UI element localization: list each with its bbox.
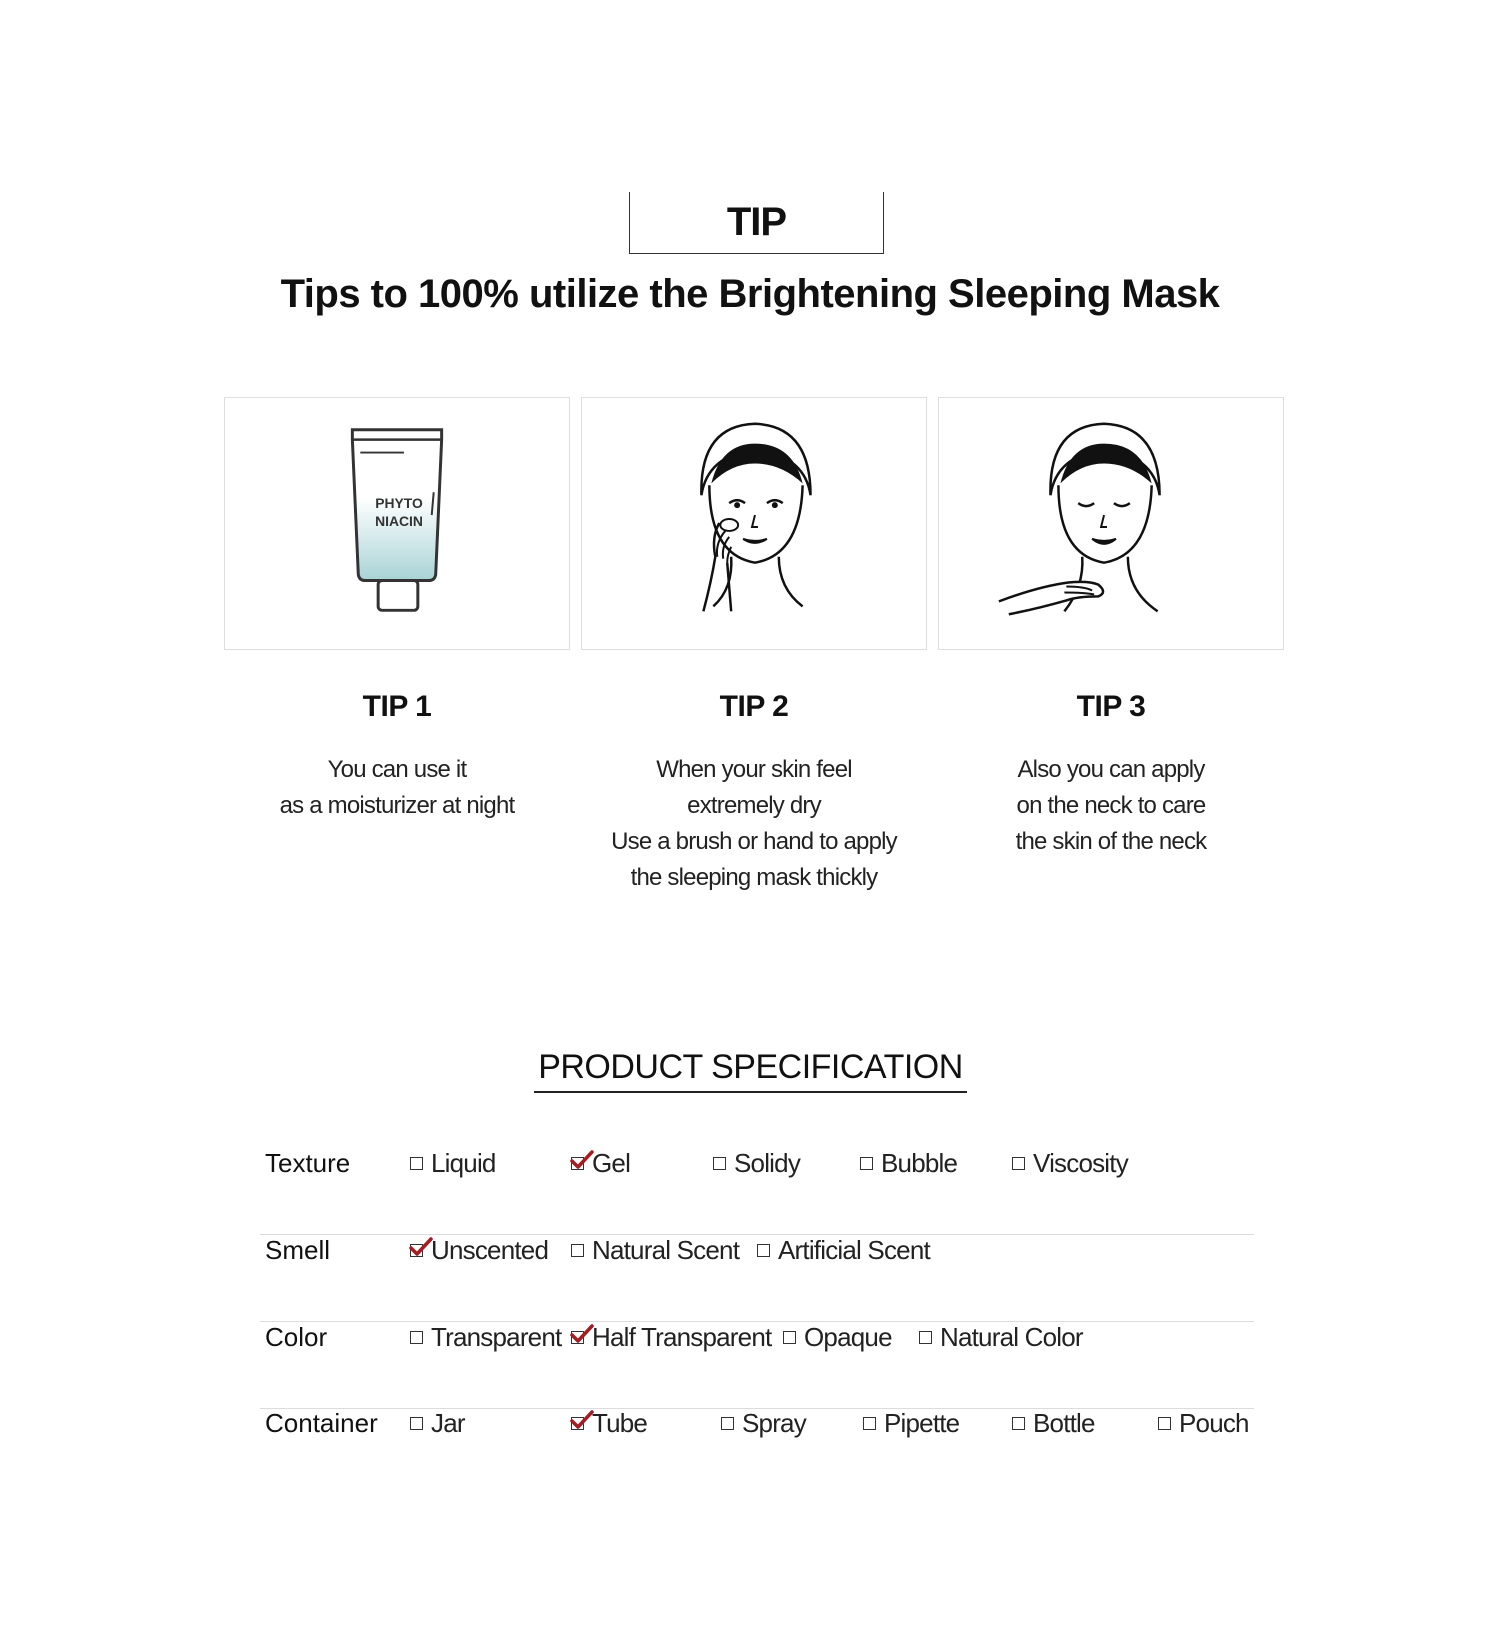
checkbox-icon: [713, 1157, 726, 1170]
spec-row-label: Color: [265, 1322, 328, 1352]
tube-label-line-1: PHYTO: [375, 495, 423, 512]
spec-row-texture: [260, 1148, 1254, 1235]
face-neck-illustration: [939, 398, 1283, 649]
spec-option-label: Transparent: [431, 1322, 562, 1352]
spec-option-label: Spray: [742, 1408, 806, 1438]
spec-option-label: Natural Color: [940, 1322, 1083, 1352]
tip-3-line: on the neck to care: [1016, 792, 1206, 819]
checkbox-icon: [721, 1417, 734, 1430]
spec-option: [757, 1235, 930, 1266]
tip-3-title: TIP 3: [1076, 690, 1146, 723]
spec-row-color: [260, 1322, 1254, 1409]
checkbox-icon: [757, 1244, 770, 1257]
tip-2: [581, 690, 927, 896]
checkbox-icon: [410, 1417, 423, 1430]
checkbox-icon: [1158, 1417, 1171, 1430]
spec-option-label: Pipette: [884, 1408, 960, 1438]
checkbox-icon: [860, 1157, 873, 1170]
spec-option: [1158, 1408, 1249, 1439]
spec-option-label: Pouch: [1179, 1408, 1249, 1438]
spec-option: [1012, 1148, 1128, 1179]
tube-label-line-2: NIACIN: [375, 512, 423, 529]
spec-option: [713, 1148, 800, 1179]
tip-2-line: Use a brush or hand to apply: [611, 828, 897, 855]
spec-row-smell: [260, 1235, 1254, 1322]
spec-option-label: Gel: [592, 1148, 631, 1178]
spec-option: [571, 1148, 630, 1179]
spec-option-label: Solidy: [734, 1148, 801, 1178]
spec-option-label: Bubble: [881, 1148, 958, 1178]
checkbox-icon: [410, 1331, 423, 1344]
checked-box-icon: [410, 1244, 423, 1257]
spec-option-label: Tube: [592, 1408, 648, 1438]
spec-title: PRODUCT SPECIFICATION: [534, 1048, 967, 1093]
tip-2-line: extremely dry: [687, 792, 821, 819]
spec-option: [783, 1322, 892, 1353]
spec-option: [1012, 1408, 1095, 1439]
spec-option-label: Jar: [431, 1408, 465, 1438]
checked-box-icon: [571, 1417, 584, 1430]
tip-1-image: [224, 397, 570, 650]
tip-1: [224, 690, 570, 824]
tip-tab-label: TIP: [726, 200, 787, 244]
spec-option: [571, 1408, 647, 1439]
checked-box-icon: [571, 1157, 584, 1170]
spec-option: [571, 1235, 739, 1266]
checkbox-icon: [1012, 1157, 1025, 1170]
spec-option: [410, 1148, 496, 1179]
tip-2-line: the sleeping mask thickly: [630, 864, 878, 891]
tip-2-title: TIP 2: [719, 690, 789, 723]
spec-option: [571, 1322, 771, 1353]
spec-row-label: Smell: [265, 1235, 331, 1265]
tip-1-line: You can use it: [327, 756, 467, 783]
checkbox-icon: [919, 1331, 932, 1344]
checkbox-icon: [571, 1244, 584, 1257]
spec-option: [410, 1322, 561, 1353]
checkbox-icon: [783, 1331, 796, 1344]
spec-row-container: [260, 1408, 1254, 1494]
tip-tab: [629, 192, 884, 254]
spec-row-label: Texture: [265, 1148, 351, 1178]
spec-option: [860, 1148, 957, 1179]
tip-3-line: the skin of the neck: [1015, 828, 1207, 855]
spec-row-label: Container: [265, 1408, 378, 1438]
spec-option: [721, 1408, 806, 1439]
spec-option-label: Bottle: [1033, 1408, 1095, 1438]
checkbox-icon: [1012, 1417, 1025, 1430]
page-title: Tips to 100% utilize the Brightening Sleeping Mask: [280, 272, 1220, 316]
tube-illustration: [225, 398, 569, 649]
spec-option-label: Half Transparent: [592, 1322, 772, 1352]
checkbox-icon: [410, 1157, 423, 1170]
tip-1-line: as a moisturizer at night: [279, 792, 515, 819]
tip-3-image: [938, 397, 1284, 650]
spec-option: [410, 1408, 465, 1439]
spec-option-label: Viscosity: [1033, 1148, 1128, 1178]
spec-option-label: Unscented: [431, 1235, 549, 1265]
tip-2-line: When your skin feel: [656, 756, 852, 783]
tip-3-line: Also you can apply: [1017, 756, 1205, 783]
spec-option-label: Opaque: [804, 1322, 892, 1352]
tip-2-image: [581, 397, 927, 650]
tip-1-title: TIP 1: [362, 690, 432, 723]
spec-option-label: Natural Scent: [592, 1235, 740, 1265]
spec-option: [410, 1235, 548, 1266]
spec-option: [863, 1408, 959, 1439]
checked-box-icon: [571, 1331, 584, 1344]
spec-option-label: Liquid: [431, 1148, 496, 1178]
face-hand-illustration: [582, 398, 926, 649]
spec-option-label: Artificial Scent: [778, 1235, 930, 1265]
spec-option: [919, 1322, 1083, 1353]
tip-3: [938, 690, 1284, 860]
checkbox-icon: [863, 1417, 876, 1430]
